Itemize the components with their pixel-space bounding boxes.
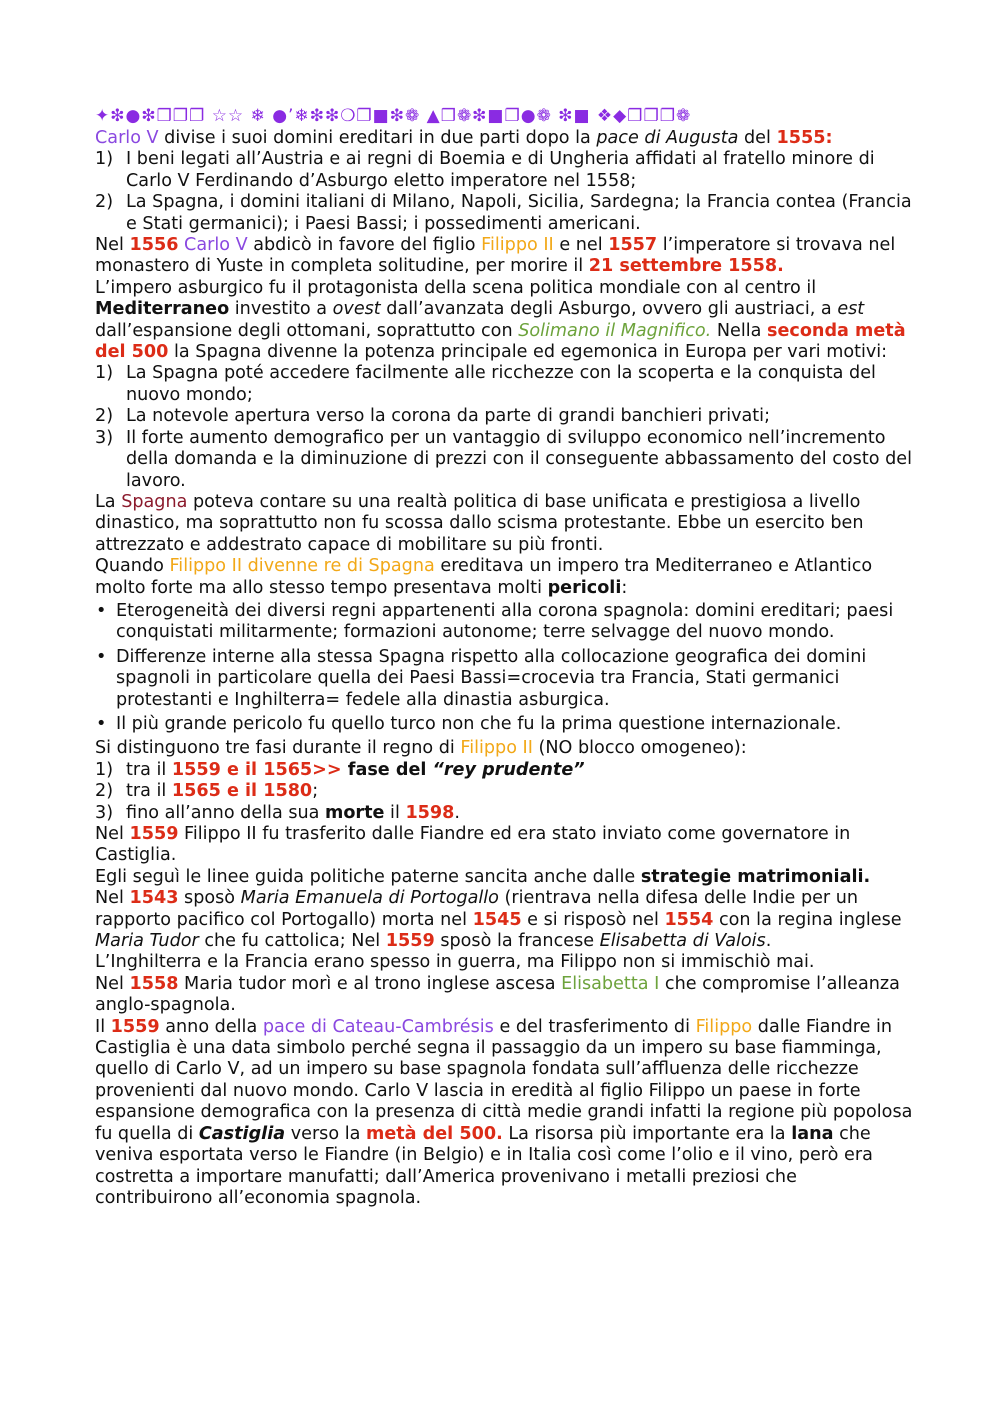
list-text: Eterogeneità dei diversi regni appartenenti alla corona spagnola: domini ereditari; paesi conquistati militarmente; formazioni autonome; terre selvagge del nuovo mondo. bbox=[116, 600, 894, 643]
dangers-list bbox=[95, 601, 915, 735]
period-500: seconda metà del 500 bbox=[95, 320, 906, 363]
text-span: del bbox=[738, 128, 777, 148]
text-span: Nel bbox=[95, 888, 130, 909]
paragraph-phases bbox=[95, 738, 915, 759]
filippo-ii-name: Filippo II bbox=[460, 738, 533, 759]
list-item bbox=[95, 760, 915, 781]
paragraph-transfer bbox=[95, 824, 915, 867]
paragraph-spain bbox=[95, 492, 915, 556]
filippo-name: Filippo bbox=[695, 1016, 753, 1037]
list-text: La Spagna, i domini italiani di Milano, Napoli, Sicilia, Sardegna; la Francia contea (Francia e Stati germanici); i Paesi Bassi; i possedimenti americani. bbox=[126, 192, 912, 234]
list-item bbox=[95, 781, 915, 802]
year-1543: 1543 bbox=[129, 888, 179, 909]
text-span: l’imperatore si trovava nel monastero di Yuste in completa solitudine, per morire il bbox=[95, 235, 896, 277]
reasons-list bbox=[95, 363, 915, 491]
text-span: con la regina inglese bbox=[713, 909, 902, 930]
text-span: che compromise l’alleanza anglo-spagnola. bbox=[95, 973, 900, 1016]
paragraph-strategies bbox=[95, 867, 915, 888]
paragraph-partition bbox=[95, 128, 915, 149]
text-span: fino all’anno della sua bbox=[126, 802, 326, 823]
text-span: Nel bbox=[95, 824, 130, 844]
text-span: fase del bbox=[341, 759, 433, 780]
paragraph-marriages bbox=[95, 888, 915, 952]
year-1545: 1545 bbox=[472, 909, 522, 930]
year-1558: 1558 bbox=[129, 973, 179, 994]
list-number: 1) bbox=[95, 363, 114, 384]
pace-augusta: pace di Augusta bbox=[596, 128, 739, 148]
text-span: Il bbox=[95, 1016, 111, 1037]
bullet-icon: • bbox=[96, 646, 107, 667]
year-1559: 1559 bbox=[110, 1016, 160, 1037]
text-span: poteva contare su una realtà politica di base unificata e prestigiosa a livello dinastico, ma soprattutto non fu scossa dallo scisma protestante. Ebbe un esercito ben attrezzato e addestrato capace di mobilitare su più fronti. bbox=[95, 491, 864, 555]
text-span: dall’avanzata degli Asburgo, ovvero gli austriaci, a bbox=[380, 299, 838, 320]
date-death: 21 settembre 1558. bbox=[588, 256, 784, 277]
filippo-ii-king: Filippo II divenne re di Spagna bbox=[169, 556, 435, 577]
year-1556: 1556 bbox=[129, 235, 179, 256]
text-span: Nella bbox=[711, 320, 767, 341]
list-number: 3) bbox=[95, 802, 114, 823]
text-span: : bbox=[621, 577, 628, 598]
text-span: . bbox=[454, 802, 460, 823]
list-item bbox=[95, 149, 915, 192]
elisabetta-valois: Elisabetta di Valois bbox=[599, 931, 766, 952]
text-span: Si distinguono tre fasi durante il regno di bbox=[95, 738, 461, 759]
est: est bbox=[837, 299, 865, 320]
phase-dates: 1565 e il 1580 bbox=[171, 781, 313, 802]
castiglia: Castiglia bbox=[198, 1123, 286, 1144]
morte: morte bbox=[325, 802, 385, 823]
list-text: Il forte aumento demografico per un vantaggio di sviluppo economico nell’incremento della domanda e la diminuzione di prezzi con il conseguente abbassamento del costo del lavoro. bbox=[126, 427, 912, 491]
rey-prudente: “rey prudente” bbox=[432, 759, 585, 780]
text-span: dalle Fiandre in Castiglia è una data simbolo perché segna il passaggio da un impero su base fiamminga, quello di Carlo V, ad un impero su base spagnola fondata sull’affluenza delle ricchezze provenienti dal nuovo mondo. Carlo V lascia in eredità al figlio Filippo un paese in forte espansione demografica con la presenza di città medie grandi infatti la regione più popolosa fu quella di bbox=[95, 1016, 913, 1144]
list-number: 2) bbox=[95, 192, 114, 213]
list-number: 2) bbox=[95, 781, 114, 802]
pace-cateau: pace di Cateau-Cambrésis bbox=[262, 1016, 494, 1037]
list-item bbox=[95, 647, 915, 711]
text-span: (rientrava nella difesa delle Indie per un rapporto pacifico col Portogallo) morta nel bbox=[95, 888, 859, 930]
list-text: I beni legati all’Austria e ai regni di Boemia e di Ungheria affidati al fratello minore di Carlo V Ferdinando d’Asburgo eletto imperatore nel 1558; bbox=[126, 149, 875, 191]
text-span: Nel bbox=[95, 235, 130, 256]
text-span: investito a bbox=[229, 299, 333, 320]
paragraph-symbol-year bbox=[95, 1017, 915, 1210]
spagna-name: Spagna bbox=[121, 491, 188, 512]
phase-dates: 1559 e il 1565>> bbox=[171, 759, 342, 780]
list-item bbox=[95, 363, 915, 406]
list-text: Differenze interne alla stessa Spagna rispetto alla collocazione geografica dei domini spagnoli in particolare quella dei Paesi Bassi=crocevia tra Francia, Stati germanici protestanti e Inghilterra= fedele alla dinastia asburgica. bbox=[116, 646, 867, 710]
bullet-icon: • bbox=[96, 600, 107, 621]
text-span: e del trasferimento di bbox=[493, 1016, 696, 1037]
text-span: L’impero asburgico fu il protagonista della scena politica mondiale con al centro il bbox=[95, 277, 817, 298]
text-span: anno della bbox=[159, 1016, 263, 1037]
text-span: . bbox=[765, 931, 772, 952]
year-1559: 1559 bbox=[385, 931, 435, 952]
text-span: tra il bbox=[126, 759, 172, 780]
meta-500: metà del 500. bbox=[365, 1123, 503, 1144]
text-span: ereditava un impero tra Mediterraneo e Atlantico molto forte ma allo stesso tempo presentava molti bbox=[95, 556, 873, 598]
partition-list bbox=[95, 149, 915, 235]
text-span: Nel bbox=[95, 973, 130, 994]
bullet-icon: • bbox=[96, 713, 107, 734]
solimano-name: Solimano il Magnifico. bbox=[518, 320, 712, 341]
list-number: 3) bbox=[95, 427, 114, 448]
document-page bbox=[95, 104, 915, 1209]
page-heading: ✦❇●❇❒❐❐ ☆☆ ❄ ●’❄❇❇❍❐■❇❁ ▲❒❁❇■❐●❁ ❇■ ❖◆❒❐❐❁ bbox=[95, 106, 692, 126]
list-item bbox=[95, 428, 915, 492]
year-1557: 1557 bbox=[608, 235, 658, 256]
maria-emanuela: Maria Emanuela di Portogallo bbox=[240, 888, 499, 909]
year-1555: 1555: bbox=[776, 128, 833, 148]
text-span: tra il bbox=[126, 781, 172, 802]
text-span: La bbox=[95, 491, 122, 512]
text-span: ; bbox=[312, 781, 319, 802]
text-span: la Spagna divenne la potenza principale ed egemonica in Europa per vari motivi: bbox=[168, 342, 888, 363]
list-number: 2) bbox=[95, 406, 114, 427]
text-span: e si risposò nel bbox=[521, 909, 665, 930]
phases-list bbox=[95, 760, 915, 824]
lana: lana bbox=[791, 1123, 834, 1144]
maria-tudor: Maria Tudor bbox=[95, 931, 199, 952]
paragraph-war: L’Inghilterra e la Francia erano spesso in guerra, ma Filippo non si immischiò mai. bbox=[95, 952, 815, 973]
list-text: Il più grande pericolo fu quello turco non che fu la prima questione internazionale. bbox=[116, 713, 842, 734]
text-span: Maria tudor morì e al trono inglese ascesa bbox=[178, 973, 562, 994]
carlo-v-name: Carlo V bbox=[184, 235, 248, 256]
year-1554: 1554 bbox=[664, 909, 714, 930]
year-1559: 1559 bbox=[129, 824, 179, 844]
text-span: sposò la francese bbox=[434, 931, 600, 952]
pericoli: pericoli bbox=[547, 577, 622, 598]
text-span: sposò bbox=[178, 888, 241, 909]
list-item bbox=[95, 406, 915, 427]
list-item bbox=[95, 601, 915, 644]
list-number: 1) bbox=[95, 149, 114, 170]
text-span: verso la bbox=[285, 1123, 366, 1144]
paragraph-elizabeth bbox=[95, 974, 915, 1017]
text-span: abdicò in favore del figlio bbox=[247, 235, 482, 256]
list-text: La Spagna poté accedere facilmente alle ricchezze con la scoperta e la conquista del nuovo mondo; bbox=[126, 363, 876, 405]
text-span: che veniva esportata verso le Fiandre (in Belgio) e in Italia così come l’olio e il vino, però era costretta a importare manufatti; dall’America provenivano i metalli preziosi che contribuirono all’economia spagnola. bbox=[95, 1123, 873, 1208]
text-span: Filippo II fu trasferito dalle Fiandre ed era stato inviato come governatore in Castiglia. bbox=[95, 824, 851, 866]
elisabetta-i: Elisabetta I bbox=[561, 973, 660, 994]
text-span: Egli seguì le linee guida politiche paterne sancita anche dalle bbox=[95, 866, 641, 887]
list-number: 1) bbox=[95, 759, 114, 780]
ovest: ovest bbox=[332, 299, 381, 320]
paragraph-abdication bbox=[95, 235, 915, 278]
text-span: La risorsa più importante era la bbox=[502, 1123, 792, 1144]
text-span: che fu cattolica; Nel bbox=[198, 931, 386, 952]
text-span: (NO blocco omogeneo): bbox=[532, 738, 747, 759]
list-item bbox=[95, 192, 915, 235]
list-text: La notevole apertura verso la corona da parte di grandi banchieri privati; bbox=[126, 406, 771, 427]
text-span: Quando bbox=[95, 556, 170, 577]
mediterraneo: Mediterraneo bbox=[95, 299, 230, 320]
list-item bbox=[95, 714, 915, 735]
strategie-matrimoniali: strategie matrimoniali. bbox=[640, 866, 871, 887]
list-item bbox=[95, 803, 915, 824]
text-span: il bbox=[384, 802, 406, 823]
paragraph-dangers bbox=[95, 556, 915, 599]
filippo-ii-name: Filippo II bbox=[481, 235, 554, 256]
year-1598: 1598 bbox=[405, 802, 455, 823]
paragraph-empire bbox=[95, 278, 915, 364]
text-span: dall’espansione degli ottomani, soprattutto con bbox=[95, 320, 519, 341]
text-span: e nel bbox=[553, 235, 609, 256]
carlo-v-name: Carlo V bbox=[95, 128, 159, 148]
text-span: divise i suoi domini ereditari in due parti dopo la bbox=[158, 128, 597, 148]
